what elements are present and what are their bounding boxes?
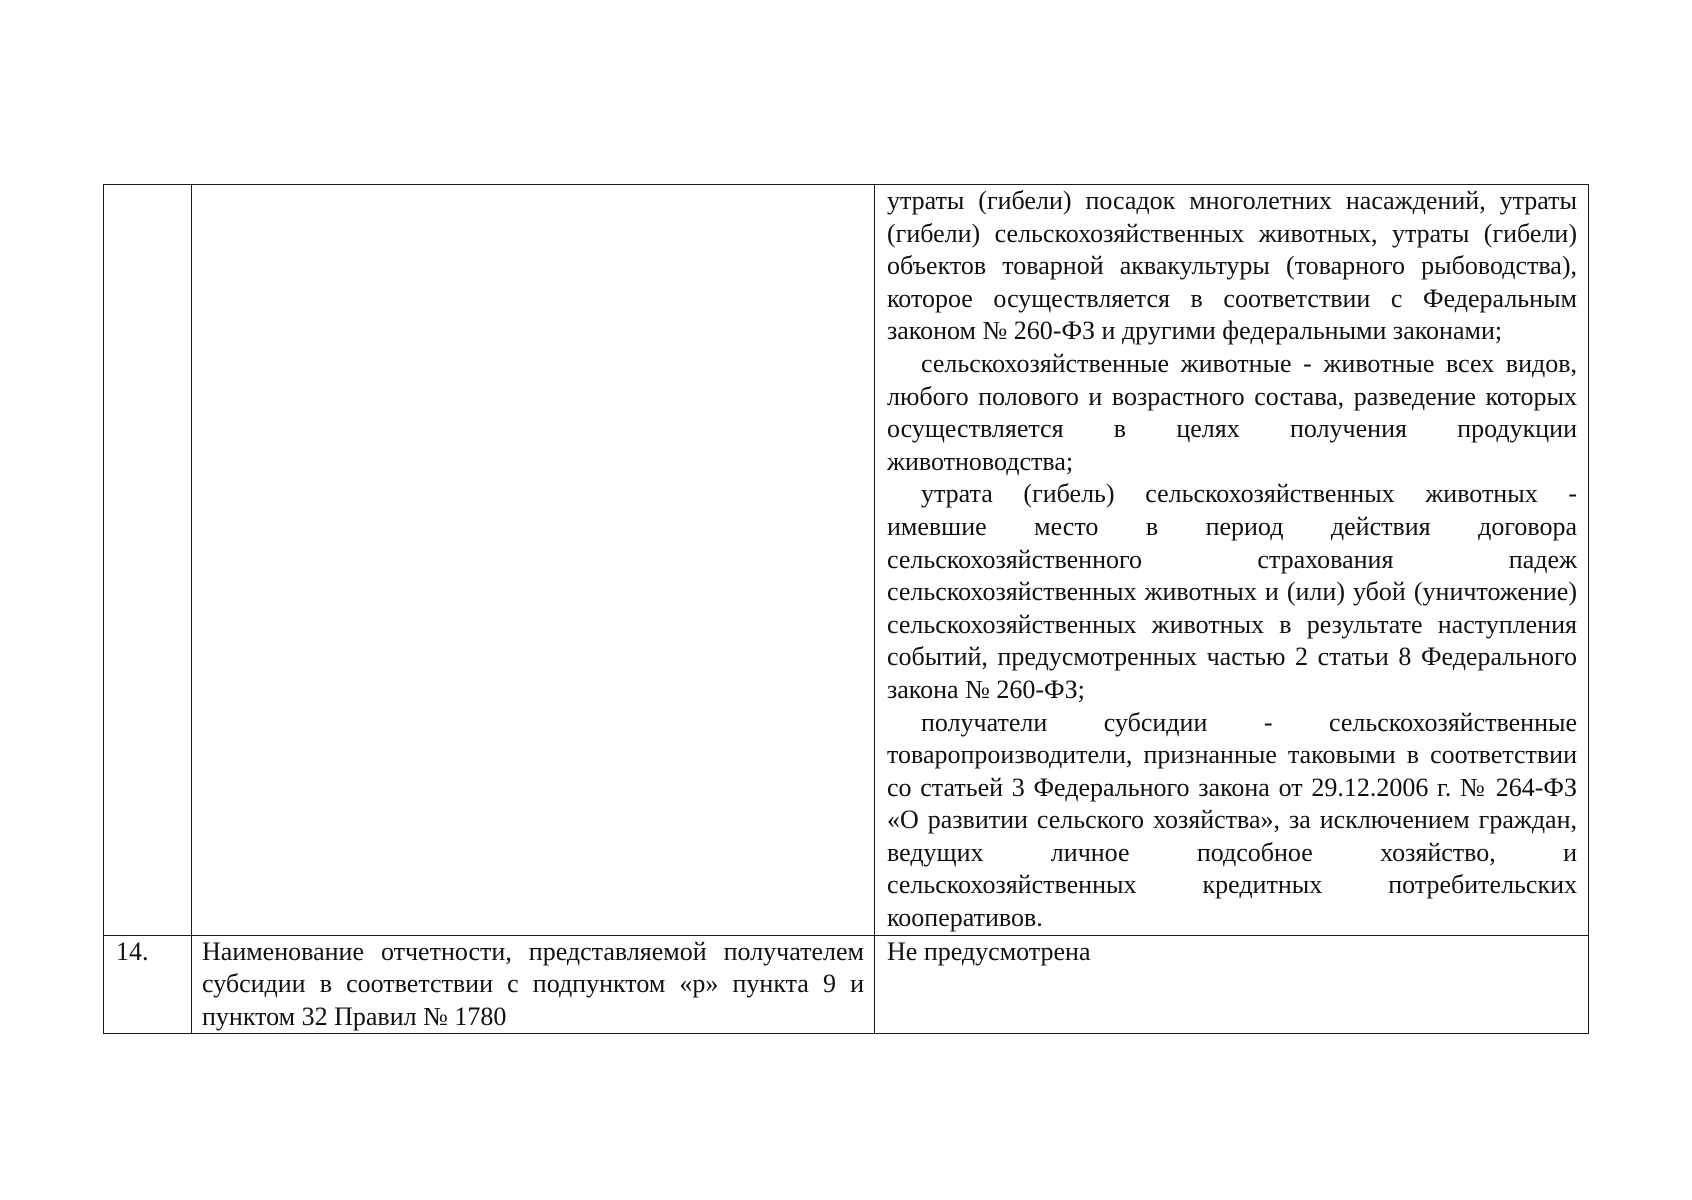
document-table [103, 184, 1589, 1034]
cell-definitions [875, 185, 1589, 936]
row-number: 14. [116, 936, 149, 966]
cell-name [192, 185, 875, 936]
cell-number [104, 185, 192, 936]
cell-name [192, 935, 875, 1034]
definition-paragraph: утрата (гибель) сельскохозяйственных животных - имевшие место в период действия договора сельскохозяйственного страхования падеж сельскохозяйственных животных и (или) убой (уничтожение) сельскохозяйственных животных в результате наступления событий, предусмотренных частью 2 статьи 8 Федерального закона № 260-ФЗ; [887, 479, 1577, 704]
cell-value [875, 935, 1589, 1034]
table-row-continuation [104, 185, 1589, 936]
definition-paragraph: получатели субсидии - сельскохозяйственные товаропроизводители, признанные таковыми в соответствии со статьей 3 Федерального закона от 29.12.2006 г. № 264-ФЗ «О развитии сельского хозяйства», за исключением граждан, ведущих личное подсобное хозяйство, и сельскохозяйственных кредитных потребительских кооперативов. [887, 707, 1577, 933]
definition-paragraph: сельскохозяйственные животные - животные всех видов, любого полового и возрастного состава, разведение которых осуществляется в целях получения продукции животноводства; [887, 348, 1577, 476]
cell-number [104, 935, 192, 1034]
table-row-14 [104, 935, 1589, 1034]
definition-paragraph: утраты (гибели) посадок многолетних насаждений, утраты (гибели) сельскохозяйственных животных, утраты (гибели) объектов товарной аквакультуры (товарного рыбоводства), которое осуществляется в соответствии с Федеральным законом № 260-ФЗ и другими федеральными законами; [887, 186, 1577, 346]
row-name-text: Наименование отчетности, представляемой получателем субсидии в соответствии с подпунктом «р» пункта 9 и пунктом 32 Правил № 1780 [202, 936, 864, 1031]
row-value-text: Не предусмотрена [887, 936, 1091, 966]
